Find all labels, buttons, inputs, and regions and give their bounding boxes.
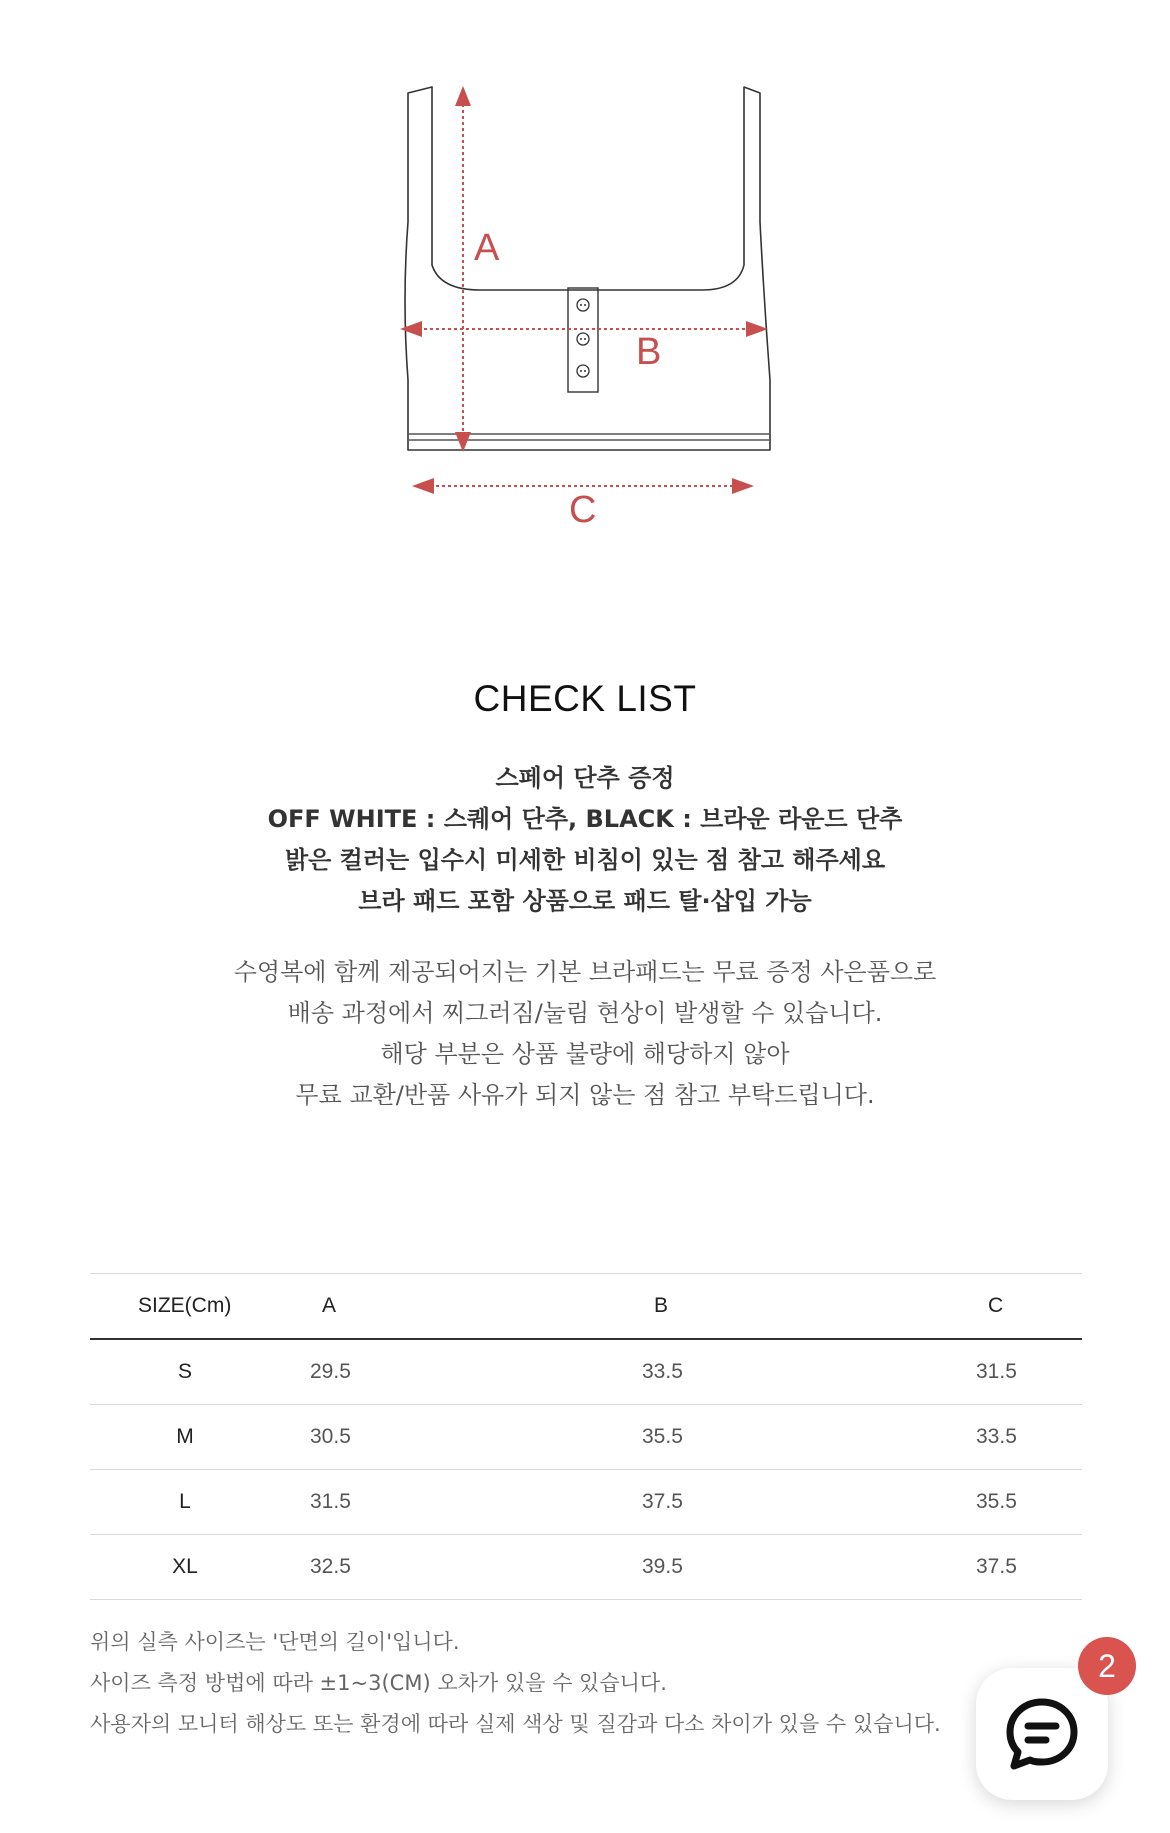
measure-b-arrow (400, 321, 768, 337)
table-row (90, 1535, 1082, 1599)
garment-outline (0, 0, 1170, 560)
measure-c-label: C (569, 489, 597, 531)
checklist-item: OFF WHITE : 스퀘어 단추, BLACK : 브라운 라운드 단추 (267, 805, 903, 833)
size-table (90, 1273, 1082, 1600)
chat-notification-badge: 2 (1078, 1637, 1136, 1695)
table-header-row (90, 1274, 1082, 1338)
value-a: 29.5 (310, 1360, 351, 1383)
measure-a-label: A (474, 227, 500, 269)
value-a: 32.5 (310, 1555, 351, 1578)
notice-line: 수영복에 함께 제공되어지는 기본 브라패드는 무료 증정 사은품으로 (233, 958, 937, 986)
size-cell: S (177, 1360, 192, 1383)
chat-bubble-icon (1002, 1694, 1082, 1774)
checklist-item: 브라 패드 포함 상품으로 패드 탈·삽입 가능 (358, 887, 812, 915)
table-row (90, 1405, 1082, 1469)
value-b: 37.5 (642, 1490, 683, 1513)
value-b: 35.5 (642, 1425, 683, 1448)
checklist-highlights (0, 758, 1170, 922)
table-row (90, 1470, 1082, 1534)
size-cell: XL (172, 1555, 198, 1578)
header-size: SIZE(Cm) (138, 1294, 232, 1317)
size-diagram (0, 0, 1170, 560)
notice-line: 해당 부분은 상품 불량에 해당하지 않아 (380, 1040, 790, 1068)
value-c: 35.5 (976, 1490, 1017, 1513)
notice-line: 무료 교환/반품 사유가 되지 않는 점 참고 부탁드립니다. (295, 1081, 875, 1109)
footnote-line: 사용자의 모니터 해상도 또는 환경에 따라 실제 색상 및 질감과 다소 차이가 있을 수 있습니다. (90, 1712, 941, 1736)
value-a: 30.5 (310, 1425, 351, 1448)
measure-a-arrow (455, 86, 471, 452)
table-row (90, 1340, 1082, 1404)
checklist-item: 스페어 단추 증정 (495, 764, 675, 792)
bra-pad-notice (0, 952, 1170, 1116)
footnote-line: 사이즈 측정 방법에 따라 ±1~3(CM) 오차가 있을 수 있습니다. (90, 1671, 667, 1695)
header-b: B (654, 1294, 669, 1317)
measure-b-label: B (636, 331, 662, 373)
size-footnotes (90, 1622, 941, 1745)
size-cell: L (179, 1490, 191, 1513)
checklist-item: 밝은 컬러는 입수시 미세한 비침이 있는 점 참고 해주세요 (284, 846, 886, 874)
value-c: 33.5 (976, 1425, 1017, 1448)
checklist-title: CHECK LIST (473, 678, 697, 719)
button-icon (577, 299, 589, 377)
value-a: 31.5 (310, 1490, 351, 1513)
notice-line: 배송 과정에서 찌그러짐/눌림 현상이 발생할 수 있습니다. (287, 999, 883, 1027)
value-c: 31.5 (976, 1360, 1017, 1383)
header-a: A (322, 1294, 337, 1317)
header-c: C (988, 1294, 1004, 1317)
size-cell: M (176, 1425, 194, 1448)
value-b: 39.5 (642, 1555, 683, 1578)
value-c: 37.5 (976, 1555, 1017, 1578)
footnote-line: 위의 실측 사이즈는 '단면의 길이'입니다. (90, 1630, 460, 1654)
value-b: 33.5 (642, 1360, 683, 1383)
